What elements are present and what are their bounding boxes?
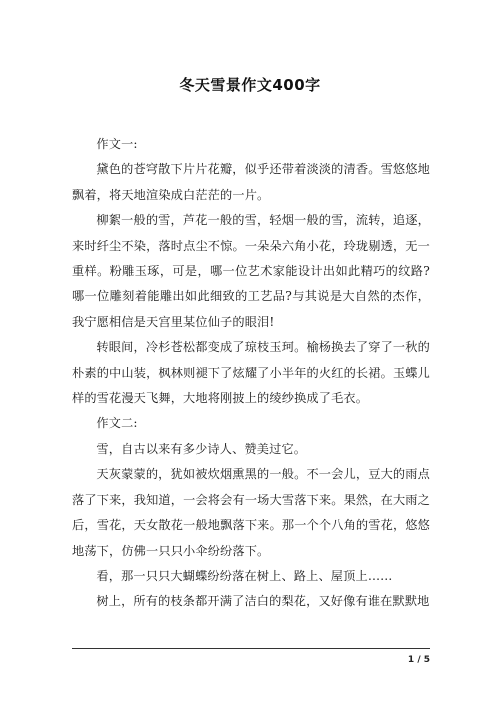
paragraph: 天灰蒙蒙的，犹如被炊烟熏黑的一般。不一会儿，豆大的雨点落了下来，我知道，一会将会有一场大雪落下来。果然，在大雨之后，雪花，天女散花一般地飘落下来。那一个个八角的雪花，悠悠地荡下，仿佛一只只小伞纷纷落下。 — [72, 467, 430, 558]
paragraph: 树上，所有的枝条都开满了洁白的梨花，又好像有谁在默默地 — [96, 594, 430, 609]
section-heading-essay-2: 作文二: — [96, 416, 138, 431]
paragraph: 看，那一只只大蝴蝶纷纷落在树上、路上、屋顶上…… — [96, 568, 393, 583]
paragraph: 转眼间，冷杉苍松都变成了琼枝玉珂。榆杨换去了穿了一秋的朴素的中山装，枫林则褪下了炫耀了小半年的火红的长裙。玉蝶儿样的雪花漫天飞舞，大地将刚披上的绫纱换成了毛衣。 — [72, 340, 430, 406]
footer-divider — [72, 648, 430, 649]
page-number: 1 / 5 — [407, 655, 430, 665]
paragraph: 黛色的苍穹散下片片花瓣，似乎还带着淡淡的清香。雪悠悠地飘着，将天地渲染成白茫茫的一片。 — [72, 162, 430, 202]
paragraph: 雪，自古以来有多少诗人、赞美过它。 — [96, 441, 307, 456]
paragraph: 柳絮一般的雪，芦花一般的雪，轻烟一般的雪，流转，追逐，来时纤尘不染，落时点尘不惊。一朵朵六角小花，玲珑剔透，无一重样。粉雕玉琢，可是，哪一位艺术家能设计出如此精巧的纹路?哪一位雕刻着能雕出如此细致的工艺品?与其说是大自然的杰作，我宁愿相信是天宫里某位仙子的眼泪! — [72, 213, 430, 329]
document-title: 冬天雪景作文400字 — [179, 76, 321, 94]
section-heading-essay-1: 作文一: — [96, 137, 138, 151]
document-body — [72, 132, 430, 615]
